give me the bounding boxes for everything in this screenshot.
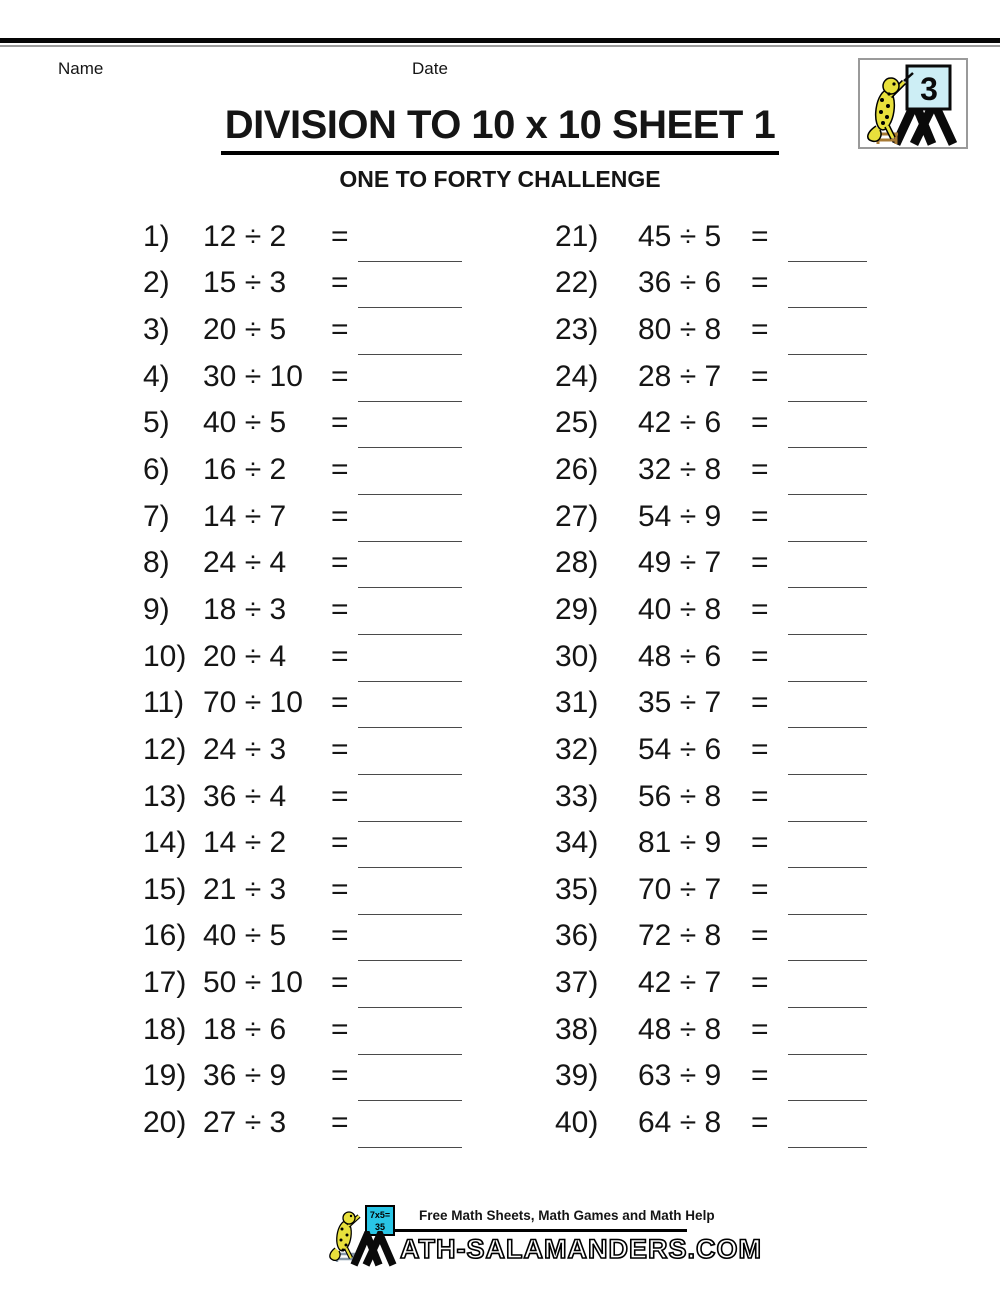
- problem-number: 9): [143, 592, 170, 626]
- equals-sign: =: [331, 826, 349, 860]
- problem-row: [0, 399, 1000, 446]
- name-label: Name: [58, 59, 104, 78]
- problem-number: 8): [143, 546, 170, 580]
- equals-sign: =: [331, 499, 349, 533]
- equals-sign: =: [751, 219, 769, 253]
- problem-expression: 20 ÷ 5: [203, 313, 287, 346]
- problem-number: 32): [555, 732, 599, 766]
- problem-expression: 80 ÷ 8: [638, 313, 722, 346]
- equals-sign: =: [751, 266, 769, 300]
- problem-expression: 40 ÷ 5: [203, 406, 287, 440]
- equals-sign: =: [751, 826, 769, 860]
- equals-sign: =: [751, 1012, 769, 1046]
- problem-number: 18): [143, 1012, 187, 1046]
- problem-expression: 64 ÷ 8: [638, 1106, 722, 1140]
- problem-expression: 40 ÷ 8: [638, 592, 722, 626]
- equals-sign: =: [331, 546, 349, 580]
- equals-sign: =: [331, 1106, 349, 1140]
- problem-expression: 21 ÷ 3: [203, 872, 287, 906]
- problem-number: 38): [555, 1012, 599, 1046]
- equals-sign: =: [751, 452, 769, 486]
- chalkboard-line1: 7x5=: [369, 1210, 391, 1220]
- problem-number: 10): [143, 639, 187, 673]
- problem-expression: 70 ÷ 10: [203, 686, 303, 720]
- problem-number: 25): [555, 406, 599, 440]
- problem-number: 1): [143, 219, 170, 253]
- problem-number: 21): [555, 219, 599, 253]
- problem-expression: 32 ÷ 8: [638, 452, 722, 486]
- problem-number: 12): [143, 732, 187, 766]
- problem-expression: 16 ÷ 2: [203, 452, 287, 486]
- date-label: Date: [412, 59, 448, 78]
- problem-number: 28): [555, 546, 599, 580]
- problem-row: [0, 353, 1000, 400]
- problem-number: 23): [555, 313, 599, 346]
- equals-sign: =: [331, 406, 349, 440]
- problem-row: [0, 213, 1000, 260]
- page-title: [0, 103, 1000, 155]
- problem-row: [0, 259, 1000, 306]
- problem-number: 24): [555, 359, 599, 393]
- problem-expression: 24 ÷ 4: [203, 546, 287, 580]
- footer-tagline: Free Math Sheets, Math Games and Math Help: [419, 1208, 715, 1223]
- problem-expression: 24 ÷ 3: [203, 732, 287, 766]
- problem-expression: 14 ÷ 2: [203, 826, 287, 860]
- problem-expression: 54 ÷ 6: [638, 732, 722, 766]
- problem-expression: 18 ÷ 3: [203, 592, 287, 626]
- problem-number: 19): [143, 1059, 187, 1093]
- problem-row: [0, 819, 1000, 866]
- equals-sign: =: [331, 359, 349, 393]
- answer-line[interactable]: [788, 1147, 867, 1148]
- chalkboard-line2: 35: [374, 1222, 385, 1232]
- equals-sign: =: [331, 732, 349, 766]
- problem-expression: 36 ÷ 4: [203, 779, 287, 813]
- problem-expression: 28 ÷ 7: [638, 359, 722, 393]
- site-logo: [323, 1192, 762, 1274]
- problem-expression: 36 ÷ 9: [203, 1059, 287, 1093]
- problem-number: 11): [143, 686, 185, 720]
- problem-row: [0, 446, 1000, 493]
- problem-number: 27): [555, 499, 599, 533]
- problem-number: 29): [555, 592, 599, 626]
- problem-number: 13): [143, 779, 187, 813]
- problem-row: [0, 959, 1000, 1006]
- problem-row: [0, 726, 1000, 773]
- problem-expression: 48 ÷ 6: [638, 639, 722, 673]
- answer-line[interactable]: [358, 1147, 462, 1148]
- problem-row: [0, 1006, 1000, 1053]
- equals-sign: =: [751, 592, 769, 626]
- equals-sign: =: [751, 546, 769, 580]
- problem-row: [0, 1099, 1000, 1146]
- problem-number: 2): [143, 266, 170, 300]
- page-subtitle: ONE TO FORTY CHALLENGE: [339, 166, 661, 192]
- equals-sign: =: [751, 639, 769, 673]
- problem-row: [0, 679, 1000, 726]
- problem-number: 5): [143, 406, 170, 440]
- problem-number: 16): [143, 919, 187, 953]
- problem-row: [0, 912, 1000, 959]
- problem-number: 33): [555, 779, 599, 813]
- problem-row: [0, 306, 1000, 353]
- problem-number: 20): [143, 1106, 187, 1140]
- problem-number: 7): [143, 499, 170, 533]
- equals-sign: =: [331, 313, 349, 346]
- problem-number: 40): [555, 1106, 599, 1140]
- problem-number: 35): [555, 872, 599, 906]
- problem-row: [0, 539, 1000, 586]
- problem-row: [0, 1052, 1000, 1099]
- equals-sign: =: [331, 872, 349, 906]
- problem-number: 3): [143, 313, 170, 346]
- equals-sign: =: [751, 499, 769, 533]
- problem-expression: 40 ÷ 5: [203, 919, 287, 953]
- equals-sign: =: [331, 592, 349, 626]
- problem-number: 14): [143, 826, 187, 860]
- equals-sign: =: [331, 686, 349, 720]
- equals-sign: =: [751, 732, 769, 766]
- equals-sign: =: [751, 1106, 769, 1140]
- m-logo-icon: [350, 1231, 402, 1267]
- problem-expression: 54 ÷ 9: [638, 499, 722, 533]
- problem-number: 36): [555, 919, 599, 953]
- problem-expression: 72 ÷ 8: [638, 919, 722, 953]
- problem-expression: 42 ÷ 7: [638, 966, 722, 1000]
- problem-row: [0, 866, 1000, 913]
- problem-row: [0, 773, 1000, 820]
- equals-sign: =: [331, 266, 349, 300]
- equals-sign: =: [751, 686, 769, 720]
- problem-expression: 27 ÷ 3: [203, 1106, 287, 1140]
- equals-sign: =: [751, 872, 769, 906]
- problem-expression: 18 ÷ 6: [203, 1012, 287, 1046]
- equals-sign: =: [751, 406, 769, 440]
- top-divider-bar: [0, 38, 1000, 43]
- problem-expression: 36 ÷ 6: [638, 266, 722, 300]
- equals-sign: =: [751, 779, 769, 813]
- problem-expression: 20 ÷ 4: [203, 639, 287, 673]
- equals-sign: =: [331, 219, 349, 253]
- problem-number: 31): [555, 686, 599, 720]
- grade-number: 3: [920, 71, 938, 107]
- equals-sign: =: [751, 359, 769, 393]
- problem-expression: 49 ÷ 7: [638, 546, 722, 580]
- equals-sign: =: [331, 639, 349, 673]
- equals-sign: =: [331, 452, 349, 486]
- footer-wordmark: ATH-SALAMANDERS.COM: [400, 1234, 762, 1264]
- problem-number: 34): [555, 826, 599, 860]
- top-divider-shadow: [0, 45, 1000, 47]
- equals-sign: =: [331, 1012, 349, 1046]
- footer-rule: [395, 1229, 687, 1232]
- problem-expression: 35 ÷ 7: [638, 686, 722, 720]
- problem-number: 39): [555, 1059, 599, 1093]
- equals-sign: =: [751, 1059, 769, 1093]
- problem-number: 22): [555, 266, 599, 300]
- problem-expression: 45 ÷ 5: [638, 219, 722, 253]
- problem-number: 15): [143, 872, 187, 906]
- problem-expression: 30 ÷ 10: [203, 359, 303, 393]
- problem-expression: 81 ÷ 9: [638, 826, 722, 860]
- problem-number: 37): [555, 966, 599, 1000]
- problem-number: 17): [143, 966, 187, 1000]
- equals-sign: =: [751, 313, 769, 346]
- problem-expression: 50 ÷ 10: [203, 966, 303, 1000]
- problem-expression: 15 ÷ 3: [203, 266, 287, 300]
- equals-sign: =: [751, 919, 769, 953]
- problem-number: 26): [555, 452, 599, 486]
- problem-expression: 63 ÷ 9: [638, 1059, 722, 1093]
- problem-number: 4): [143, 359, 170, 393]
- problem-number: 30): [555, 639, 599, 673]
- equals-sign: =: [331, 919, 349, 953]
- page-title-text: DIVISION TO 10 x 10 SHEET 1: [221, 103, 779, 155]
- problem-expression: 12 ÷ 2: [203, 219, 287, 253]
- problem-expression: 48 ÷ 8: [638, 1012, 722, 1046]
- equals-sign: =: [331, 779, 349, 813]
- problem-expression: 42 ÷ 6: [638, 406, 722, 440]
- problem-row: [0, 493, 1000, 540]
- problem-number: 6): [143, 452, 170, 486]
- problem-expression: 14 ÷ 7: [203, 499, 287, 533]
- problem-row: [0, 633, 1000, 680]
- problem-expression: 56 ÷ 8: [638, 779, 722, 813]
- problem-row: [0, 586, 1000, 633]
- equals-sign: =: [331, 1059, 349, 1093]
- equals-sign: =: [331, 966, 349, 1000]
- problem-expression: 70 ÷ 7: [638, 872, 722, 906]
- equals-sign: =: [751, 966, 769, 1000]
